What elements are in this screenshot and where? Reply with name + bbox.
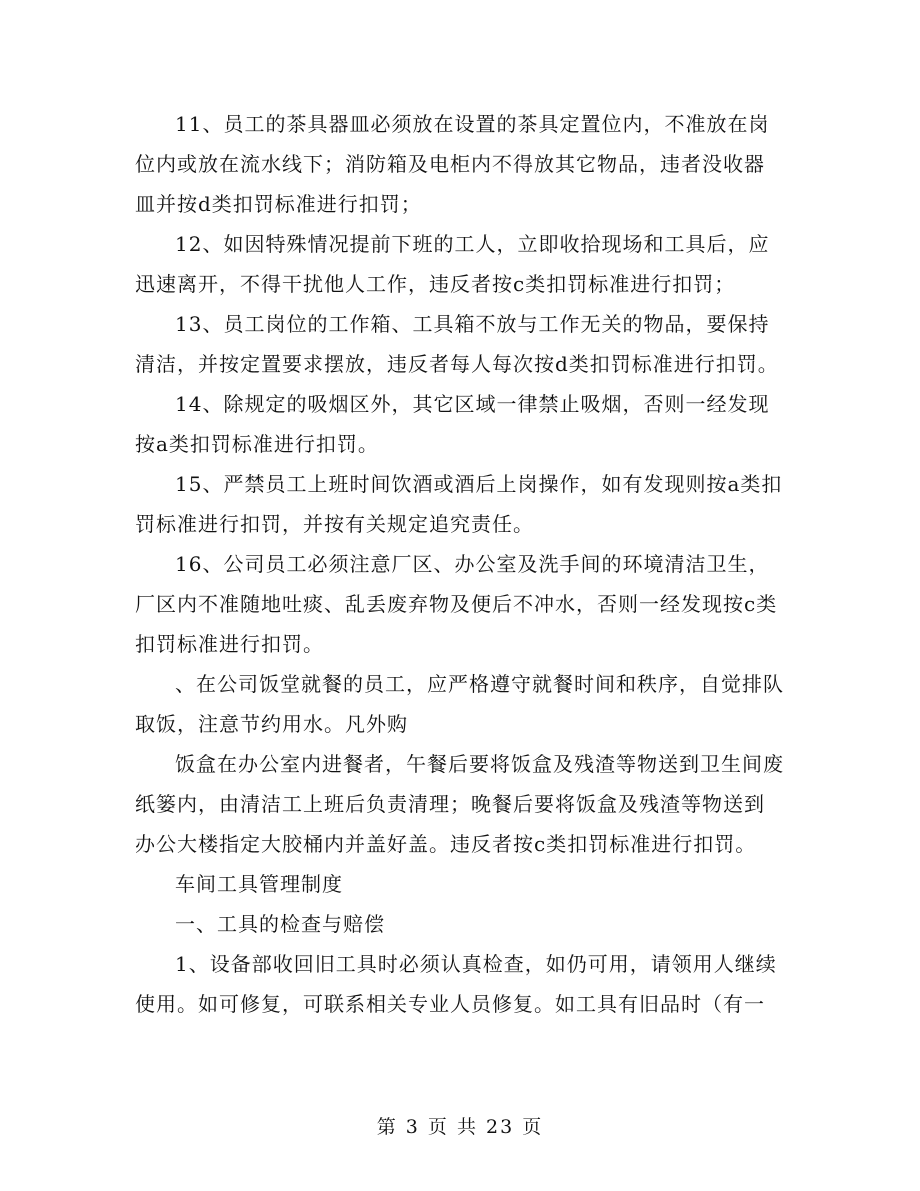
paragraph-rule-15: 15、严禁员工上班时间饮酒或酒后上岗操作，如有发现则按a类扣罚标准进行扣罚，并按有关规定追究责任。 [135, 472, 783, 536]
paragraph-canteen-rule: 、在公司饭堂就餐的员工，应严格遵守就餐时间和秩序，自觉排队取饭，注意节约用水。凡外购 [135, 672, 784, 736]
paragraph-rule-14: 14、除规定的吸烟区外，其它区域一律禁止吸烟，否则一经发现按a类扣罚标准进行扣罚。 [135, 392, 770, 456]
paragraph-tool-rule-1: 1、设备部收回旧工具时必须认真检查，如仍可用，请领用人继续使用。如可修复，可联系相关专业人员修复。如工具有旧品时（有一 [135, 952, 777, 1016]
paragraph-rule-11: 11、员工的茶具器皿必须放在设置的茶具定置位内，不准放在岗位内或放在流水线下；消防箱及电柜内不得放其它物品，违者没收器皿并按d类扣罚标准进行扣罚； [135, 112, 770, 216]
section-heading-tool-management: 车间工具管理制度 [175, 872, 343, 896]
page-number-footer: 第 3 页 共 23 页 [376, 1116, 544, 1138]
paragraph-rule-13: 13、员工岗位的工作箱、工具箱不放与工作无关的物品，要保持清洁，并按定置要求摆放，违反者每人每次按d类扣罚标准进行扣罚。 [135, 312, 779, 376]
document-body [135, 104, 785, 1024]
subsection-heading-inspection: 一、工具的检查与赔偿 [175, 912, 385, 936]
paragraph-lunchbox-rule: 饭盒在办公室内进餐者，午餐后要将饭盒及残渣等物送到卫生间废纸篓内，由清洁工上班后负责清理；晚餐后要将饭盒及残渣等物送到办公大楼指定大胶桶内并盖好盖。违反者按c类扣罚标准进行扣罚。 [135, 752, 784, 856]
paragraph-rule-12: 12、如因特殊情况提前下班的工人，立即收拾现场和工具后，应迅速离开，不得干扰他人工作，违反者按c类扣罚标准进行扣罚； [135, 232, 770, 296]
paragraph-rule-16: 16、公司员工必须注意厂区、办公室及洗手间的环境清洁卫生，厂区内不准随地吐痰、乱丢废弃物及便后不冲水，否则一经发现按c类扣罚标准进行扣罚。 [135, 552, 778, 656]
